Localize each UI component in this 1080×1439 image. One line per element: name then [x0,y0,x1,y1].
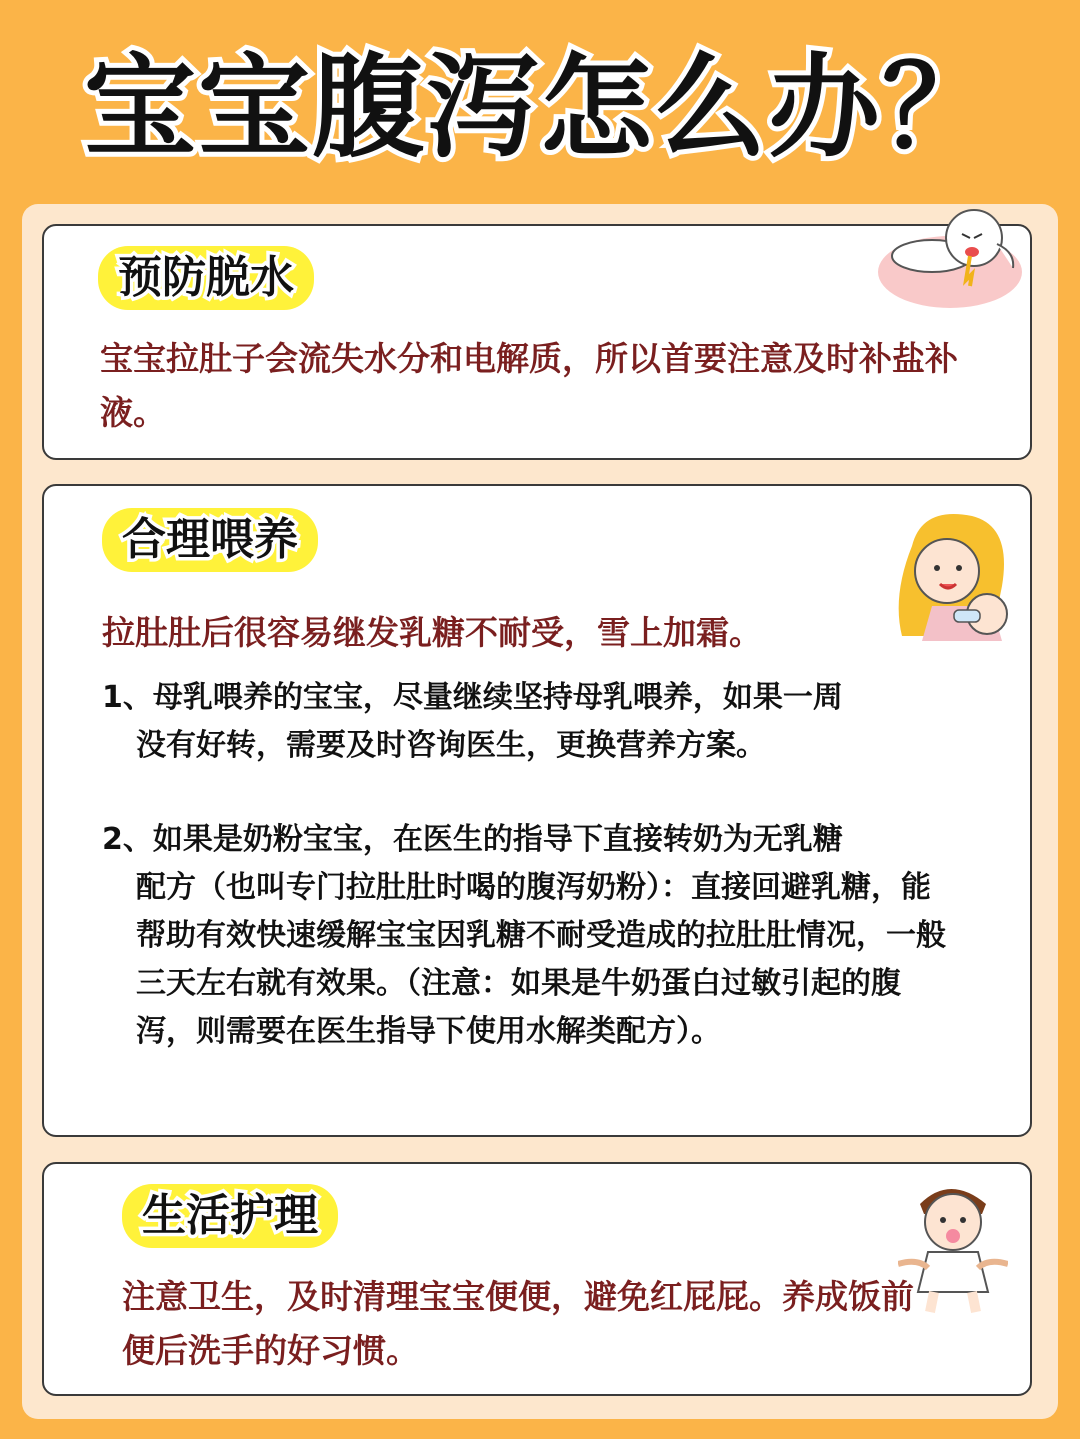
crying-baby-icon [862,204,1022,322]
list-item-first-line: 1、母乳喂养的宝宝，尽量继续坚持母乳喂养，如果一周 [102,680,843,715]
section-heading: 合理喂养 [102,508,318,572]
section-feeding [42,484,1032,1137]
list-item-rest: 配方（也叫专门拉肚肚时喝的腹泻奶粉）：直接回避乳糖，能帮助有效快速缓解宝宝因乳糖不耐受造成的拉肚肚情况，一般三天左右就有效果。（注意：如果是牛奶蛋白过敏引起的腹泻，则需要在医生指导下使用水解类配方）。 [136,870,946,1049]
section-prevent-dehydration [42,224,1032,460]
list-item [102,816,952,1056]
page-title: 宝宝腹泻怎么办？ [84,43,996,173]
list-item-rest: 没有好转，需要及时咨询医生，更换营养方案。 [136,728,766,763]
section-text: 宝宝拉肚子会流失水分和电解质，所以首要注意及时补盐补液。 [100,339,958,432]
list-item [102,674,932,770]
section-heading: 生活护理 [122,1184,338,1248]
mother-feeding-baby-icon [882,506,1022,646]
list-item-first-line: 2、如果是奶粉宝宝，在医生的指导下直接转奶为无乳糖 [102,822,843,857]
section-heading: 预防脱水 [98,246,314,310]
section-daily-care [42,1162,1032,1396]
section-text: 拉肚肚后很容易继发乳糖不耐受，雪上加霜。 [102,613,762,652]
section-text: 注意卫生，及时清理宝宝便便，避免红屁屁。养成饭前便后洗手的好习惯。 [122,1277,914,1370]
